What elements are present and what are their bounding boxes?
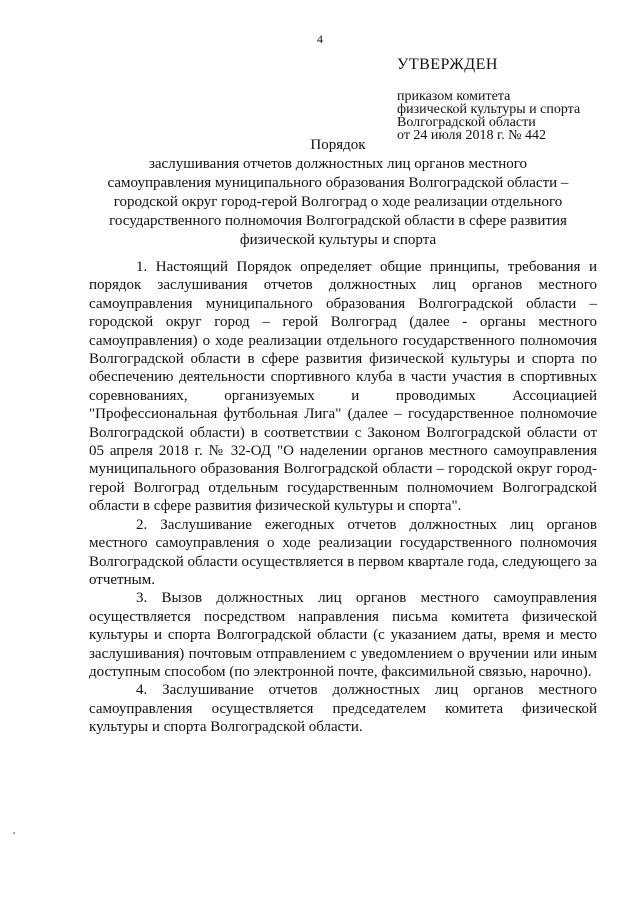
paragraph-1: 1. Настоящий Порядок определяет общие принципы, требования и порядок заслушивания отчетов должностных лиц органов местного самоуправления муниципального образования Волгоградской области – городской округ город – герой Волгоград (далее - органы местного самоуправления) о ходе реализации отдельного государственного полномочия Волгоградской области в сфере развития физической культуры и спорта по обеспечению деятельности спортивного клуба в части участия в спортивных соревнованиях, организуемых и проводимых Ассоциацией "Профессиональная футбольная Лига" (далее – государственное полномочие Волгоградской области) в соответствии с Законом Волгоградской области от 05 апреля 2018 г. № 32-ОД "О наделении органов местного самоуправления муниципального образования Волгоградской области – городской округ город-герой Волгоград отдельным государственным полномочием Волгоградской области в сфере развития физической культуры и спорта". <box>89 259 597 515</box>
title-line: заслушивания отчетов должностных лиц органов местного <box>148 156 528 172</box>
scan-artifact <box>13 832 15 834</box>
title-line: физической культуры и спорта <box>239 232 437 248</box>
paragraph-4: 4. Заслушивание отчетов должностных лиц органов местного самоуправления осуществляется председателем комитета физической культуры и спорта Волгоградской области. <box>89 682 597 736</box>
approval-date-line: от 24 июля 2018 г. № 442 <box>397 128 546 143</box>
title-line: государственного полномочия Волгоградской области в сфере развития <box>109 213 567 229</box>
document-body <box>89 258 597 737</box>
title-line: городской округ город-герой Волгоград о ходе реализации отдельного <box>113 194 563 210</box>
title-kind: Порядок <box>310 137 366 153</box>
approval-line: физической культуры и спорта <box>397 102 581 117</box>
approval-line: Волгоградской области <box>397 115 536 130</box>
approval-heading: УТВЕРЖДЕН <box>397 56 498 73</box>
document-title <box>88 136 588 250</box>
paragraph-2: 2. Заслушивание ежегодных отчетов должностных лиц органов местного самоуправления о ходе реализации государственного полномочия Волгоградской области осуществляется в первом квартале года, следующего за отчетным. <box>89 516 597 588</box>
approval-line: приказом комитета <box>397 89 511 104</box>
title-line: самоуправления муниципального образования Волгоградской области – <box>107 175 569 191</box>
page-number: 4 <box>317 32 323 46</box>
paragraph-3: 3. Вызов должностных лиц органов местного самоуправления осуществляется посредством направления письма комитета физической культуры и спорта Волгоградской области (с указанием даты, время и место заслушивания) почтовым отправлением с уведомлением о вручении или иным доступным способом (по электронной почте, факсимильной связью, нарочно). <box>89 590 597 680</box>
approval-stamp <box>397 56 627 142</box>
